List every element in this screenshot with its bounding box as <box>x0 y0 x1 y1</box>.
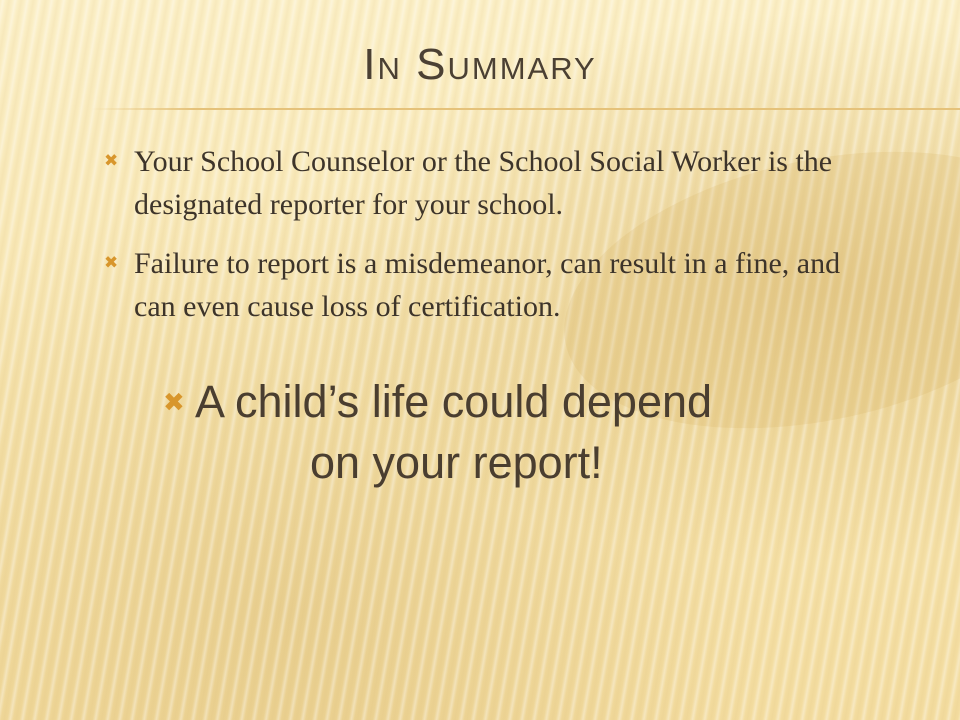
x-bullet-icon: ✖ <box>163 388 185 418</box>
title-divider <box>90 108 960 110</box>
x-bullet-icon: ✖ <box>104 253 119 273</box>
bullet-item <box>104 242 864 328</box>
slide-title: In Summary <box>363 40 597 89</box>
bullet-list <box>104 140 864 344</box>
x-bullet-icon: ✖ <box>104 151 119 171</box>
emphasis-statement <box>163 372 863 493</box>
bullet-text: Your School Counselor or the School Social Worker is the designated reporter for your school. <box>134 145 833 221</box>
emphasis-text: on your report! <box>310 437 603 488</box>
bullet-item <box>104 140 864 226</box>
emphasis-text: A child’s life could depend <box>195 376 713 427</box>
emphasis-line <box>163 372 863 433</box>
bullet-text: Failure to report is a misdemeanor, can result in a fine, and can even cause loss of certification. <box>134 247 841 323</box>
